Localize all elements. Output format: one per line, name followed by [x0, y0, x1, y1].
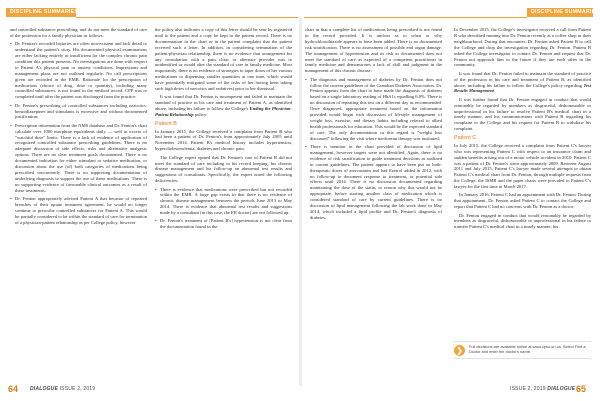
page-number-right: 65 — [576, 384, 587, 394]
finding-text-end: . — [493, 88, 496, 94]
paragraph: chart in that a complete list of medications being prescribed is not found in the record provided. It is unclear as to when or why hydrochlorothiazide appears to have been added. There is no documented risk stratification. There is no assessment of possible end organ damage. The management of hypertension and its risk as documented does not meet the standard of care as expected of a competent practitioner in family medicine and demonstrates a lack of skill and judgment in the management of this chronic disease; — [305, 27, 442, 74]
page-number-left: 64 — [8, 384, 19, 394]
deficiency-list — [305, 77, 442, 221]
patient-c-heading: Patient C — [454, 135, 477, 142]
patient-b-heading: Patient B — [155, 120, 177, 127]
list-item: • Prescription information from the NMS database and Dr. Fenton's chart calculate over 1000 morphine equivalents daily — well in excess of "watchful dose" limits. There is a lack of evidence of application of recognized controlled substance prescribing guidelines. There is no adequate discussion of side effects, risks and alternative analgesic options. There are no clear treatment goals documented. There is no documented indication for either stimulant or sedative medication, or discussion about the use (of) both categories of medications being prescribed concurrently. There is no supporting documentation of underlying diagnosis to support the use of these medications. There is no supporting evidence of favourable clinical outcomes as a result of these treatments. — [10, 123, 147, 194]
section-header-left: DISCIPLINE SUMMARIES — [10, 9, 79, 15]
paragraph: and controlled substance prescribing, and do not meet the standard of care of the profession for a family physician as follows: — [10, 27, 147, 38]
paragraph: the policy also indicates a copy of this letter should be sent by registered mail to the patient and a copy be kept in the patient record. There is no documentation in the chart or in the patient complaint that the patient received such a letter. In addition, in considering termination of the patient-physician relationship, there is no evidence that arrangement for any consultation with a pain clinic or alternate provider was to unidentified or would alter the standard of care in family medicine. Most importantly, there is no evidence of strategies to taper doses of her various medications or dispensing smaller quantities at one time, which would have potentially mitigated some of the risks of her having been taking such high doses of narcotics and sedatives) prior to her dismissal. — [155, 27, 292, 92]
policy-name: Test Results Management — [454, 82, 591, 94]
note-text: Full decisions are available online at www.cpso.on.ca. Select Find a Doctor and enter the doctor's name. — [469, 344, 586, 355]
right-page-column-1 — [305, 27, 442, 381]
list-item: • Dr. Fenton's recorded histories are often non-existent and lack detail to understand the patient's story. His documented physical examinations are either lacking entirely or insufficient for the complex chronic pain condition this patient presents. No investigations are done with respect to Patient A's physical pain or anxiety conditions. Impressions and management plans are not outlined regularly. No call prescriptions given are recorded in the EMR. Rationale for the prescription of medications (choice of drug, dose or quantity), including many controlled substances, is not found in the medical record. CPP was re completed until after the patient was discharged from the practice. — [10, 41, 147, 100]
policy-name: Ending the Physician-Patient Relationship — [155, 106, 292, 118]
issue-label: ISSUE 2, 2019 — [59, 386, 96, 392]
finding-paragraph — [155, 94, 292, 118]
list-item: • Dr. Fenton's treatment of [Patient B's] hypertension is not clear from the documentation found in the — [155, 218, 292, 230]
section-header-right: DISCIPLINE SUMMARIES — [531, 9, 600, 15]
paragraph: Dr. Fenton engaged in conduct that would reasonably be regarded by members as disgraceful, dishonourable or unprofessional in his failure to transfer Patient C's medical chart in a timely manner; his — [454, 212, 591, 230]
issue-label: ISSUE 2, 2019 — [510, 386, 546, 392]
left-page-column-2 — [155, 27, 292, 381]
finding-text: It was found that Dr. Fenton failed to maintain the standard of practice of the profession in his care and treatment of Patient B, as identified above, including his failure to follow the College's policy regarding — [454, 70, 591, 88]
deficiency-list — [155, 187, 292, 231]
full-decisions-note — [454, 341, 591, 359]
paragraph: In January 2015, the College received a complaint from Patient B who had been a patient of Dr. Fenton's from approximately July 2005 until November 2014. Patient B's medical history includes hypertension, hypercholesterolemia, diabetes and chronic pain. — [155, 128, 292, 152]
left-page-column-1 — [10, 27, 147, 381]
header-band-right — [527, 8, 600, 17]
footer-issue-right — [510, 386, 575, 393]
magazine-name: DIALOGUE — [30, 386, 58, 392]
list-item: • There is mention in the chart provided of discussion of lipid management, however targets were not identified. Again, there is no evidence of risk stratification to guide treatment decisions as outlined in current guidelines. The patient appears to have been put on both-therapeutic doses of atorvastatin and had Ezetrol added in 2012, with no follow-up to document response to treatment, or potential side effects until 2014. There is no discussion documented regarding maintaining the dose of the statin, or reason why this would not be appropriate, before starting another class of medication which is considered standard of care by current guidelines. There is no discussion of lipid management following the lab work done in May 2014, which included a lipid profile and Dr. Fenton's diagnosis of diabetes. — [305, 144, 442, 221]
finding-text-end: policy. — [193, 112, 208, 118]
list-item: • There is evidence that medications were prescribed but not recorded within the EMR. A large gap exists in that there is no evidence of chronic disease management between the periods June 2013 to May 2014. There is evidence that abnormal test results and suggestions made by a consultant (in this case, the ER doctor) are not followed up. — [155, 187, 292, 217]
footer-issue-left — [30, 386, 95, 393]
paragraph: In December 2015, the College's investigator received a call from Patient B who described running into Dr. Fenton recently at a coffee shop in their neighbourhood. During that encounter, Dr. Fenton asked Patient B to call the College and drop the investigation regarding Dr. Fenton. Patient B asked the College investigator to contact Dr. Fenton and request that Dr. Fenton not approach him in the future if they are each other in the community. — [454, 27, 591, 68]
finding-text: It was found that Dr. Fenton is incompetent and failed to maintain the standard of practice in his care and treatment of Patient A, as identified above, including his failure to follow the College's — [155, 94, 292, 112]
paragraph: In January 2016, Patient C had an appointment with Dr. Fenton. During that appointment, Dr. Fenton asked Patient C to contact the College and report that Patient C had no concerns with Dr. Fenton as a doctor. — [454, 192, 591, 210]
page-gutter — [299, 18, 302, 386]
list-item: • The diagnosis and management of diabetes by Dr. Fenton does not follow the current guidelines of the Canadian Diabetes Association. Dr. Fenton appears from the chart to have made the diagnosis of diabetes based on a single laboratory reading of HbA1c equalling 6.0%. There is no discussion of repeating this test on a different day as recommended. Once diagnosed, appropriate treatment based on the information provided would begin with discussion of lifestyle management of weight loss, exercise, and dietary habits including referral to allied health professionals for education. This would be the expected standard of care. The only documentation in this regard is "weight loss discussed" following the visit where metformin therapy was instituted; — [305, 77, 442, 142]
arrow-right-icon: ❯ — [454, 345, 465, 356]
header-rule-left — [76, 17, 298, 18]
paragraph: It was further found that Dr. Fenton engaged in conduct that would reasonably be regarded by members as disgraceful, dishonourable or unprofessional in his failure to resolve Patient B's medical chart in a timely manner, and his communications with Patient B regarding his complaint to the College and his request for Patient B to withdraw his complaint. — [454, 96, 591, 132]
magazine-name: DIALOGUE — [547, 386, 576, 392]
finding-paragraph — [454, 71, 591, 95]
right-page-column-2 — [454, 27, 591, 339]
header-band-left — [6, 8, 79, 17]
paragraph: In July 2015, the College received a complaint from Patient C's lawyer who was representing Patient C with respect to an insurance claim and sudden benefits arising out of a motor vehicle accident in 2010. Patient C was a patient of Dr. Fenton's since approximately 2009. Between August 2011 and July 2015, Patient C's lawyer made several attempts to obtain Patient C's medical chart from Dr. Fenton, through multiple requests from the College, the ISMR and the paper charts were provided to Patient C's lawyer for the first time in March 2017. — [454, 142, 591, 190]
deficiency-list — [10, 41, 147, 225]
paragraph: The College expert opined that Dr. Fenton's care of Patient B did not meet the standard of care including in his record keeping, his chronic disease management and his follow-up on abnormal test results and suggestions of consultants. Specifically, the expert noted the following deficiencies: — [155, 154, 292, 184]
list-item: • Dr. Fenton's prescribing of controlled substances including narcotics, benzodiazepines and stimulants is excessive and without documented justification; — [10, 103, 147, 121]
list-item: • Dr. Fenton appropriately advised Patient A that because of repeated breaches of their opiate treatment agreement, he would no longer continue to prescribe controlled substances for Patient A. This would be partially considered to be within the standard of care for termination of a physician-patient relationship as per College policy, however — [10, 196, 147, 226]
header-rule-right — [304, 17, 527, 18]
